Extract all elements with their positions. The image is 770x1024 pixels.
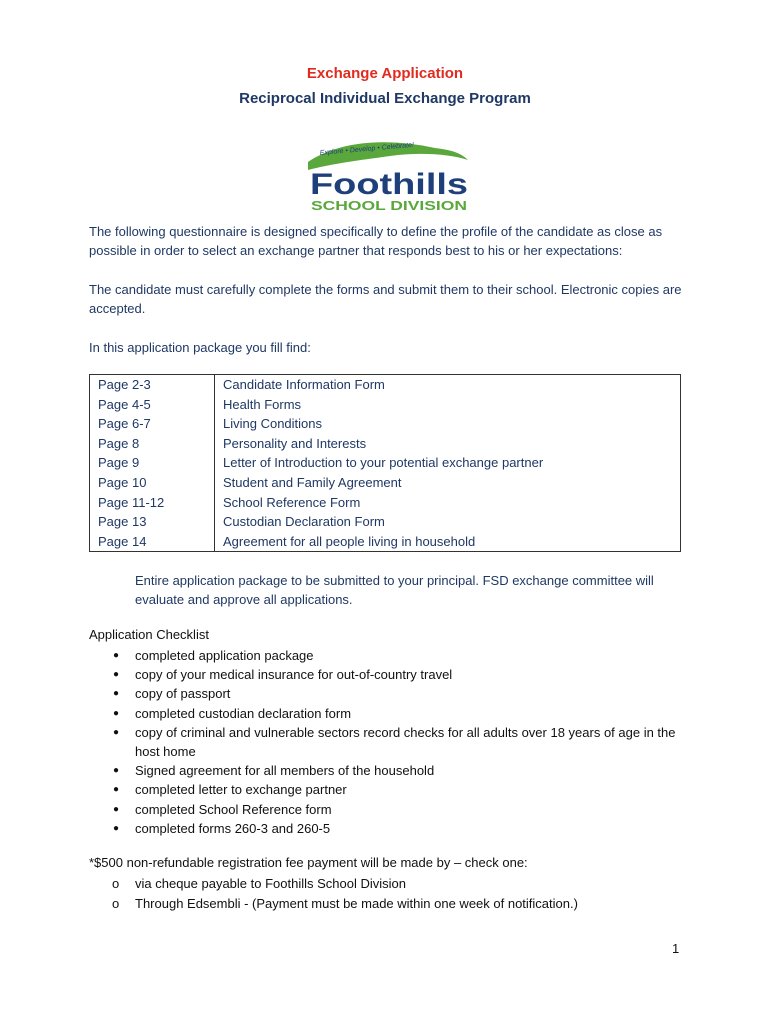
form-name-cell: School Reference Form <box>215 493 681 513</box>
checklist-item <box>89 704 689 723</box>
page-range-cell: Page 8 <box>90 434 215 454</box>
page-range-cell: Page 6-7 <box>90 414 215 434</box>
checklist-item <box>89 780 689 799</box>
checklist-item <box>89 665 689 684</box>
checklist-item-text: Signed agreement for all members of the household <box>135 763 435 779</box>
checklist-item-text: completed letter to exchange partner <box>135 782 347 798</box>
bullet-icon: ● <box>113 650 120 661</box>
page-range-cell: Page 10 <box>90 473 215 493</box>
form-name-cell: Living Conditions <box>215 414 681 434</box>
checklist-item <box>89 684 689 703</box>
checklist-item-text: completed School Reference form <box>135 801 332 817</box>
checklist-item <box>89 723 689 761</box>
submission-note: Entire application package to be submitted to your principal. FSD exchange committee will evaluate and approve all applications. <box>135 573 654 607</box>
checklist-item <box>89 761 689 780</box>
table-row <box>90 532 681 552</box>
bullet-icon: ● <box>113 784 120 796</box>
bullet-icon: ● <box>113 707 120 719</box>
page-range-cell: Page 11-12 <box>90 493 215 513</box>
form-name-cell: Health Forms <box>215 395 681 415</box>
table-row <box>90 453 681 473</box>
bullet-icon: ● <box>113 688 120 700</box>
foothills-logo-graphic <box>300 130 475 220</box>
checklist-item-text: copy of your medical insurance for out-of-country travel <box>135 667 453 683</box>
page-range-cell: Page 4-5 <box>90 395 215 415</box>
checklist-item-text: copy of criminal and vulnerable sectors record checks for all adults over 18 years of age in the host home <box>135 724 676 760</box>
table-row <box>90 493 681 513</box>
page-subtitle: Reciprocal Individual Exchange Program <box>239 90 531 107</box>
payment-option <box>89 894 689 914</box>
bullet-icon: ● <box>113 669 120 681</box>
page-number: 1 <box>672 941 680 956</box>
table-row <box>90 473 681 493</box>
package-intro: In this application package you fill find: <box>89 340 311 355</box>
form-name-cell: Personality and Interests <box>215 434 681 454</box>
payment-option <box>89 874 689 894</box>
logo-name: Foothills <box>310 168 468 201</box>
logo-division: SCHOOL DIVISION <box>311 198 467 213</box>
form-name-cell: Letter of Introduction to your potential exchange partner <box>215 453 681 473</box>
intro-paragraph: The following questionnaire is designed specifically to define the profile of the candidate as close as possible in order to select an exchange partner that responds best to his or her expectations: <box>89 224 663 259</box>
bullet-icon: ● <box>113 765 120 777</box>
foothills-logo <box>300 130 475 220</box>
table-row <box>90 375 681 395</box>
circle-bullet-icon: o <box>112 895 120 911</box>
form-name-cell: Custodian Declaration Form <box>215 512 681 532</box>
checklist-item-text: completed application package <box>135 648 314 663</box>
form-name-cell: Candidate Information Form <box>215 375 681 395</box>
page-title: Exchange Application <box>306 65 464 82</box>
checklist-item-text: copy of passport <box>135 686 231 702</box>
checklist-item <box>89 646 689 665</box>
checklist-item <box>89 800 689 819</box>
logo-tagline: Explore • Develop • Celebrate! <box>319 141 415 157</box>
checklist-heading: Application Checklist <box>89 627 209 642</box>
bullet-icon: ● <box>113 726 120 738</box>
payment-option-text: Through Edsembli - (Payment must be made within one week of notification.) <box>135 895 578 911</box>
payment-option-text: via cheque payable to Foothills School Division <box>135 876 406 891</box>
table-row <box>90 414 681 434</box>
page-range-cell: Page 13 <box>90 512 215 532</box>
table-row <box>90 434 681 454</box>
circle-bullet-icon: o <box>112 876 120 891</box>
package-contents-table <box>89 374 681 552</box>
checklist-item-text: completed forms 260-3 and 260-5 <box>135 820 331 836</box>
bullet-icon: ● <box>113 822 120 834</box>
checklist-item <box>89 819 689 838</box>
payment-options <box>89 874 689 913</box>
checklist-item-text: completed custodian declaration form <box>135 705 352 721</box>
table-row <box>90 512 681 532</box>
page-range-cell: Page 14 <box>90 532 215 552</box>
page-range-cell: Page 9 <box>90 453 215 473</box>
form-name-cell: Student and Family Agreement <box>215 473 681 493</box>
fee-text: *$500 non-refundable registration fee payment will be made by – check one: <box>89 855 528 870</box>
table-row <box>90 395 681 415</box>
bullet-icon: ● <box>113 803 120 815</box>
checklist <box>89 646 689 838</box>
instructions-paragraph: The candidate must carefully complete the forms and submit them to their school. Electronic copies are accepted. <box>89 282 682 317</box>
page-range-cell: Page 2-3 <box>90 375 215 395</box>
form-name-cell: Agreement for all people living in household <box>215 532 681 552</box>
